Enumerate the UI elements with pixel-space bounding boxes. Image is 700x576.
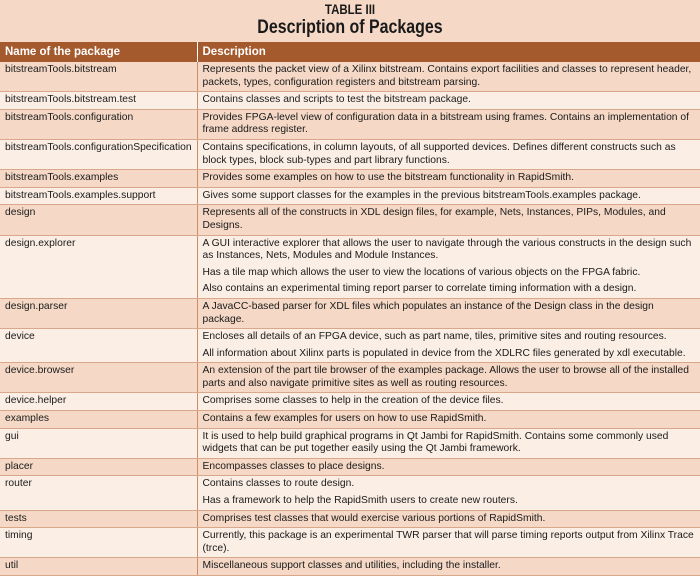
table-row (0, 187, 700, 205)
table-row (0, 329, 700, 363)
description-text: Miscellaneous support classes and utilities, including the installer. (202, 560, 501, 572)
table-body (0, 62, 700, 576)
description-text: Currently, this package is an experimental TWR parser that will parse timing reports output from Xilinx Trace (trce). (202, 530, 694, 554)
package-name-cell: device (0, 329, 197, 363)
table-row (0, 363, 700, 393)
table-row (0, 170, 700, 188)
description-text: Comprises test classes that would exercise various portions of RapidSmith. (202, 512, 546, 524)
description-text: Contains classes to route design. (202, 478, 355, 490)
package-name-cell: design.explorer (0, 235, 197, 298)
table-row (0, 393, 700, 411)
description-text: A GUI interactive explorer that allows the user to navigate through the various constructs in the design such as Instances, Nets, Modules and Module Instances. (202, 237, 692, 262)
table-row (0, 458, 700, 476)
description-text: Represents the packet view of a Xilinx bitstream. Contains export facilities and classes to represent header, packets, types, configuration registers and bitstream parsing. (202, 64, 692, 88)
description-text: Encompasses classes to place designs. (202, 460, 385, 472)
description-text: Represents all of the constructs in XDL design files, for example, Nets, Instances, PIPs, Modules, and Designs. (202, 207, 666, 231)
table-row (0, 528, 700, 558)
table-row (0, 476, 700, 510)
package-name-cell: bitstreamTools.examples (0, 170, 197, 188)
description-text: Contains specifications, in column layouts, of all supported devices. Defines different constructs such as block types, block sub-types and part library functions. (202, 141, 676, 166)
description-text: Contains classes and scripts to test the bitstream package. (202, 94, 471, 106)
table-row (0, 109, 700, 139)
package-name-cell: bitstreamTools.bitstream (0, 62, 197, 92)
package-name-cell: router (0, 476, 197, 510)
description-text: An extension of the part tile browser of the examples package. Allows the user to browse all of the installed parts and also navigate primitive sites as well as routing resources. (202, 365, 690, 389)
package-description-cell (197, 235, 700, 298)
package-description-cell (197, 528, 700, 558)
package-description-cell (197, 458, 700, 476)
package-name-cell: gui (0, 428, 197, 458)
table-row (0, 62, 700, 92)
table-row (0, 139, 700, 169)
description-text: Encloses all details of an FPGA device, such as part name, tiles, primitive sites and routing resources. (202, 331, 667, 343)
description-text: Has a framework to help the RapidSmith users to create new routers. (202, 495, 518, 507)
column-header-name: Name of the package (0, 42, 197, 62)
package-description-cell (197, 187, 700, 205)
package-description-cell (197, 558, 700, 576)
description-text: It is used to help build graphical programs in Qt Jambi for RapidSmith. Contains some commonly used widgets that can be put together easily using the Qt Jambi framework. (202, 430, 669, 455)
description-text: Has a tile map which allows the user to view the locations of various objects on the FPGA fabric. (202, 266, 641, 278)
packages-table (0, 42, 700, 576)
table-row (0, 205, 700, 235)
table-row (0, 298, 700, 328)
table-row (0, 92, 700, 110)
package-name-cell: bitstreamTools.configuration (0, 109, 197, 139)
package-description-cell (197, 510, 700, 528)
description-text: Provides FPGA-level view of configuration data in a bitstream using frames. Contains an implementation of frame address register. (202, 111, 689, 136)
package-name-cell: examples (0, 411, 197, 429)
package-description-cell (197, 428, 700, 458)
package-description-cell (197, 363, 700, 393)
package-name-cell: tests (0, 510, 197, 528)
description-text: Gives some support classes for the examples in the previous bitstreamTools.examples package. (202, 189, 641, 201)
table-caption (0, 0, 700, 38)
description-text: Also contains an experimental timing report parser to correlate timing information with a design. (202, 283, 637, 295)
package-description-cell (197, 62, 700, 92)
description-text: A JavaCC-based parser for XDL files which populates an instance of the Design class in the design package. (202, 300, 654, 325)
table-row (0, 558, 700, 576)
package-description-cell (197, 329, 700, 363)
package-name-cell: bitstreamTools.bitstream.test (0, 92, 197, 110)
table-row (0, 411, 700, 429)
package-description-cell (197, 411, 700, 429)
package-name-cell: timing (0, 528, 197, 558)
package-name-cell: design (0, 205, 197, 235)
package-name-cell: design.parser (0, 298, 197, 328)
table-row (0, 235, 700, 298)
package-description-cell (197, 109, 700, 139)
package-name-cell: placer (0, 458, 197, 476)
description-text: Provides some examples on how to use the bitstream functionality in RapidSmith. (202, 172, 574, 184)
package-description-cell (197, 393, 700, 411)
package-description-cell (197, 92, 700, 110)
package-description-cell (197, 476, 700, 510)
package-description-cell (197, 205, 700, 235)
package-name-cell: device.helper (0, 393, 197, 411)
description-text: Comprises some classes to help in the creation of the device files. (202, 395, 504, 407)
table-label: TABLE III (324, 1, 376, 17)
table-header-row (0, 42, 700, 62)
table-title: Description of Packages (257, 17, 443, 38)
package-name-cell: bitstreamTools.configurationSpecification (0, 139, 197, 169)
package-name-cell: device.browser (0, 363, 197, 393)
table-row (0, 428, 700, 458)
description-text: Contains a few examples for users on how to use RapidSmith. (202, 413, 487, 425)
package-description-cell (197, 170, 700, 188)
table-row (0, 510, 700, 528)
description-text: All information about Xilinx parts is populated in device from the XDLRC files generated by xdl executable. (202, 347, 686, 359)
column-header-description: Description (197, 42, 700, 62)
package-name-cell: util (0, 558, 197, 576)
package-description-cell (197, 298, 700, 328)
package-description-cell (197, 139, 700, 169)
package-name-cell: bitstreamTools.examples.support (0, 187, 197, 205)
